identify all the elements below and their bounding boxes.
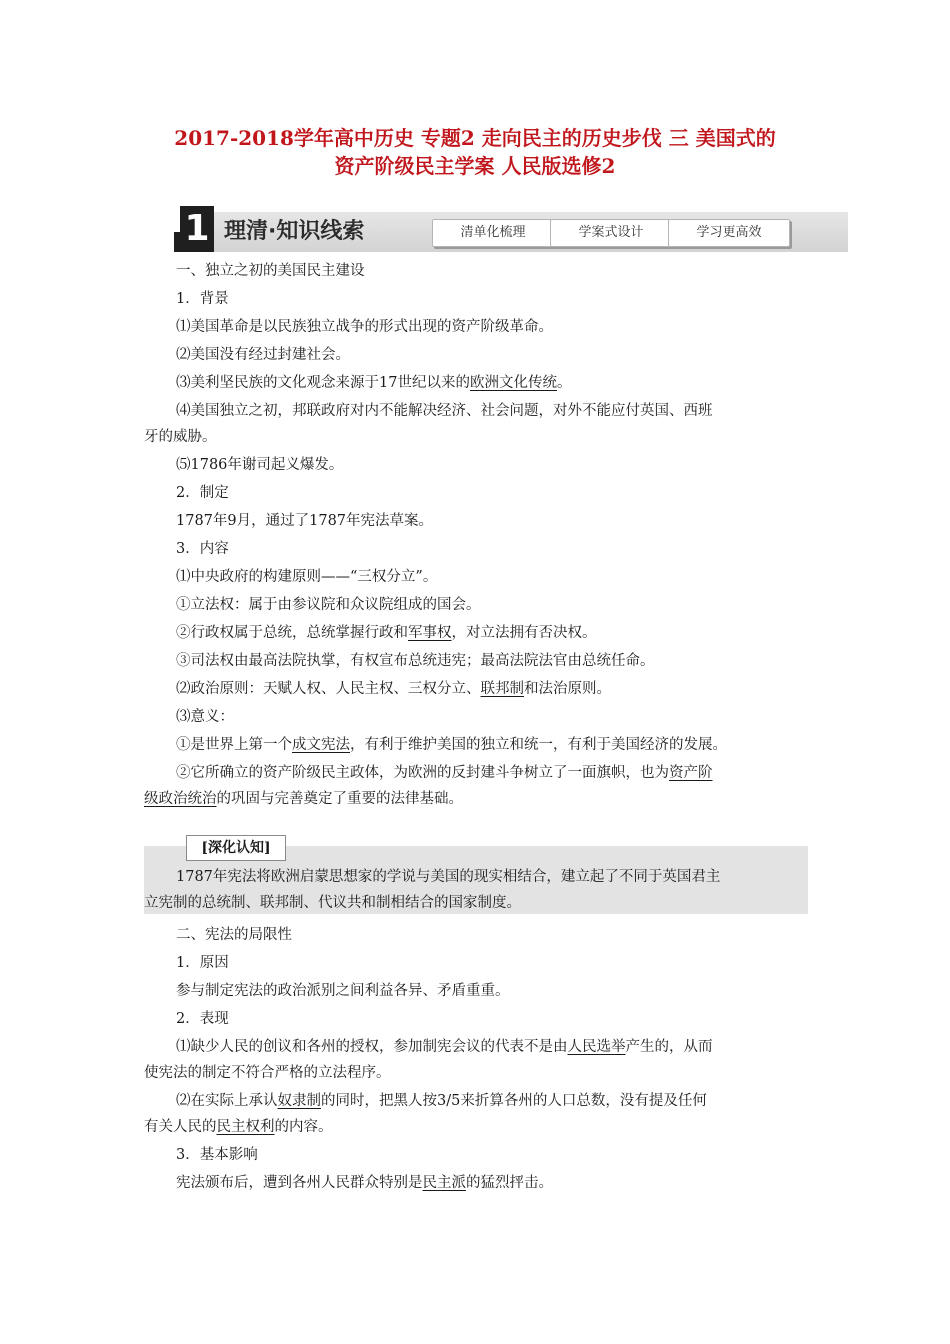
- section-heading: 二、宪法的局限性: [176, 927, 292, 943]
- subheading: 1．原因: [176, 955, 229, 971]
- paragraph: ②行政权属于总统，总统掌握行政和军事权，对立法拥有否决权。: [176, 625, 597, 641]
- paragraph-continued: 级政治统治的巩固与完善奠定了重要的法律基础。: [144, 791, 463, 807]
- paragraph-continued: 有关人民的民主权利的内容。: [144, 1119, 333, 1135]
- banner-title: 理清·知识线索: [224, 219, 365, 244]
- paragraph: 参与制定宪法的政治派别之间利益各异、矛盾重重。: [176, 983, 510, 999]
- key-term: 军事权: [408, 625, 452, 641]
- key-term: 联邦制: [480, 681, 524, 697]
- subheading: 3．内容: [176, 541, 229, 557]
- title-line-2: 资产阶级民主学案 人民版选修2: [334, 154, 616, 178]
- paragraph: ⑵在实际上承认奴隶制的同时，把黑人按3/5来折算各州的人口总数，没有提及任何: [176, 1093, 707, 1109]
- paragraph: 1787年9月，通过了1787年宪法草案。: [176, 513, 434, 529]
- paragraph-continued: 使宪法的制定不符合严格的立法程序。: [144, 1065, 391, 1081]
- tab-case-design[interactable]: 学案式设计: [550, 219, 672, 247]
- paragraph: ②它所确立的资产阶级民主政体，为欧洲的反封建斗争树立了一面旗帜，也为资产阶: [176, 765, 713, 781]
- paragraph: ⑸1786年谢司起义爆发。: [176, 457, 344, 473]
- key-term: 人民选举: [567, 1039, 626, 1055]
- paragraph: ①立法权：属于由参议院和众议院组成的国会。: [176, 597, 481, 613]
- key-term: 民主权利: [216, 1119, 275, 1135]
- paragraph: ①是世界上第一个成文宪法，有利于维护美国的独立和统一，有利于美国经济的发展。: [176, 737, 727, 753]
- tab-checklist[interactable]: 清单化梳理: [432, 219, 554, 247]
- paragraph: ⑵美国没有经过封建社会。: [176, 347, 350, 363]
- callout-tag: [深化认知]: [186, 835, 286, 861]
- key-term: 资产阶: [669, 765, 713, 781]
- key-term: 欧洲文化传统: [469, 375, 557, 391]
- subheading: 1．背景: [176, 291, 229, 307]
- paragraph-continued: 牙的威胁。: [144, 429, 217, 445]
- paragraph: 1787年宪法将欧洲启蒙思想家的学说与美国的现实相结合，建立起了不同于英国君主: [176, 869, 721, 885]
- paragraph: ③司法权由最高法院执掌，有权宣布总统违宪；最高法院法官由总统任命。: [176, 653, 655, 669]
- paragraph: ⑴中央政府的构建原则——“三权分立”。: [176, 569, 438, 585]
- key-term: 奴隶制: [277, 1093, 321, 1109]
- key-term: 民主派: [422, 1175, 466, 1191]
- key-term: 级政治统治: [144, 791, 217, 807]
- banner-number: 1: [180, 206, 214, 252]
- document-title: [0, 124, 950, 180]
- paragraph-continued: 立宪制的总统制、联邦制、代议共和制相结合的国家制度。: [144, 895, 521, 911]
- paragraph: ⑴缺少人民的创议和各州的授权，参加制宪会议的代表不是由人民选举产生的，从而: [176, 1039, 713, 1055]
- subheading: 3．基本影响: [176, 1147, 258, 1163]
- paragraph: ⑴美国革命是以民族独立战争的形式出现的资产阶级革命。: [176, 319, 553, 335]
- section-heading: 一、独立之初的美国民主建设: [176, 263, 365, 279]
- paragraph: 宪法颁布后，遭到各州人民群众特别是民主派的猛烈抨击。: [176, 1175, 553, 1191]
- title-line-1: 2017-2018学年高中历史 专题2 走向民主的历史步伐 三 美国式的: [174, 126, 776, 150]
- tab-learn-efficiently[interactable]: 学习更高效: [668, 219, 790, 247]
- paragraph: ⑷美国独立之初，邦联政府对内不能解决经济、社会问题，对外不能应付英国、西班: [176, 403, 713, 419]
- paragraph: ⑶意义：: [176, 709, 234, 725]
- paragraph: ⑶美利坚民族的文化观念来源于17世纪以来的欧洲文化传统。: [176, 375, 572, 391]
- key-term: 成文宪法: [292, 737, 350, 753]
- subheading: 2．表现: [176, 1011, 229, 1027]
- paragraph: ⑵政治原则：天赋人权、人民主权、三权分立、联邦制和法治原则。: [176, 681, 611, 697]
- subheading: 2．制定: [176, 485, 229, 501]
